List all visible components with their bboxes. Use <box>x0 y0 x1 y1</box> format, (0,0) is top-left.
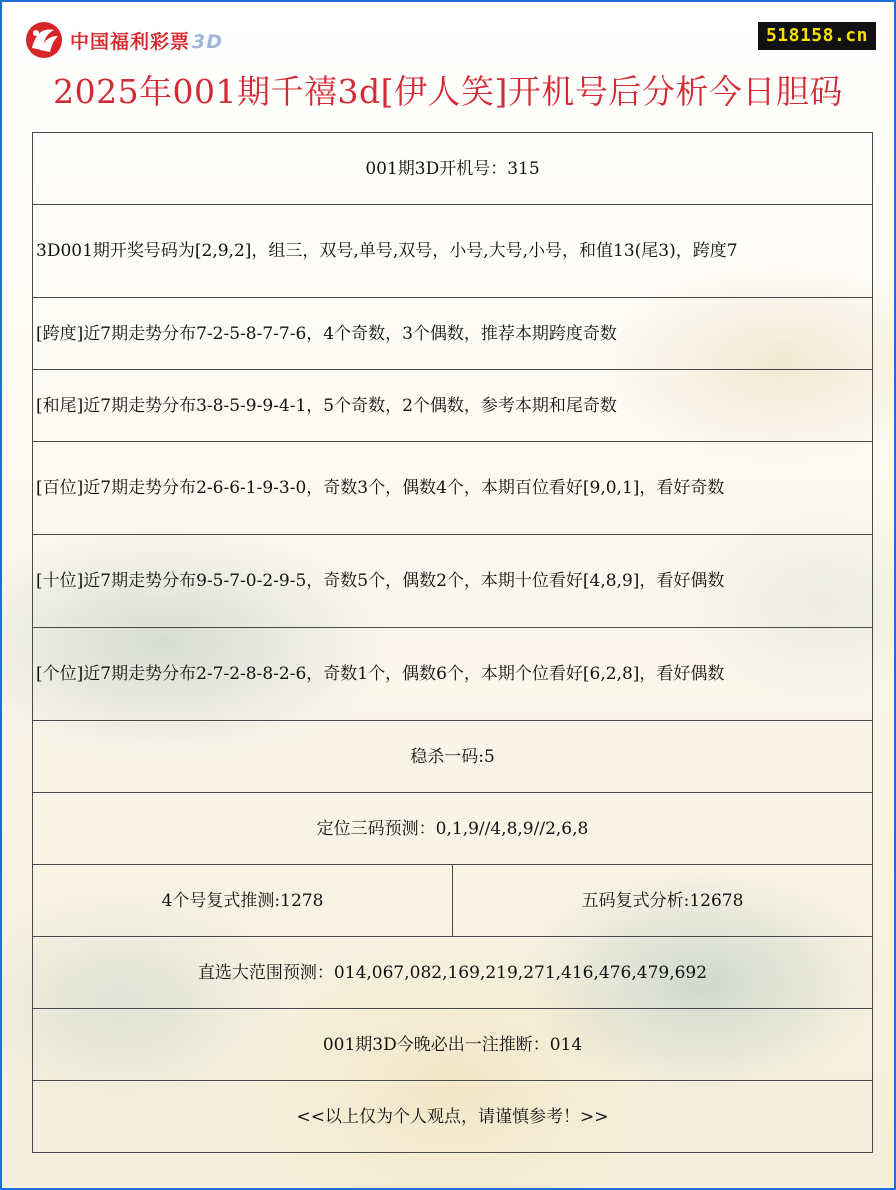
five-number-combo-cell: 五码复式分析:12678 <box>453 865 873 937</box>
draw-result-cell: 3D001期开奖号码为[2,9,2]，组三，双号,单号,双号，小号,大号,小号，和值13(尾3)，跨度7 <box>33 205 873 298</box>
lottery-logo[interactable] <box>22 20 223 60</box>
logo-3d-text: 3D <box>192 30 224 53</box>
single-pick-cell: 001期3D今晚必出一注推断：014 <box>33 1009 873 1081</box>
sum-tail-trend-cell: [和尾]近7期走势分布3-8-5-9-9-4-1，5个奇数，2个偶数，参考本期和尾奇数 <box>33 370 873 442</box>
disclaimer-cell: <<以上仅为个人观点，请谨慎参考！>> <box>33 1081 873 1153</box>
page-title: 2025年001期千禧3d[伊人笑]开机号后分析今日胆码 <box>53 72 843 111</box>
kaiji-number-cell: 001期3D开机号：315 <box>33 133 873 205</box>
span-trend-cell: [跨度]近7期走势分布7-2-5-8-7-7-6，4个奇数，3个偶数，推荐本期跨度奇数 <box>33 298 873 370</box>
kill-number-cell: 稳杀一码:5 <box>33 721 873 793</box>
hundreds-trend-cell: [百位]近7期走势分布2-6-6-1-9-3-0，奇数3个，偶数4个，本期百位看好[9,0,1]，看好奇数 <box>33 442 873 535</box>
direct-selection-cell: 直选大范围预测：014,067,082,169,219,271,416,476,479,692 <box>33 937 873 1009</box>
site-domain-badge[interactable]: 518158.cn <box>758 22 876 50</box>
tens-trend-cell: [十位]近7期走势分布9-5-7-0-2-9-5，奇数5个，偶数2个，本期十位看好[4,8,9]，看好偶数 <box>33 535 873 628</box>
position-prediction-cell: 定位三码预测：0,1,9//4,8,9//2,6,8 <box>33 793 873 865</box>
four-number-combo-cell: 4个号复式推测:1278 <box>33 865 453 937</box>
welfare-lottery-logo-icon <box>22 20 66 60</box>
logo-text: 中国福利彩票 3D <box>70 30 224 53</box>
units-trend-cell: [个位]近7期走势分布2-7-2-8-8-2-6，奇数1个，偶数6个，本期个位看好[6,2,8]，看好偶数 <box>33 628 873 721</box>
analysis-table <box>32 132 873 1153</box>
